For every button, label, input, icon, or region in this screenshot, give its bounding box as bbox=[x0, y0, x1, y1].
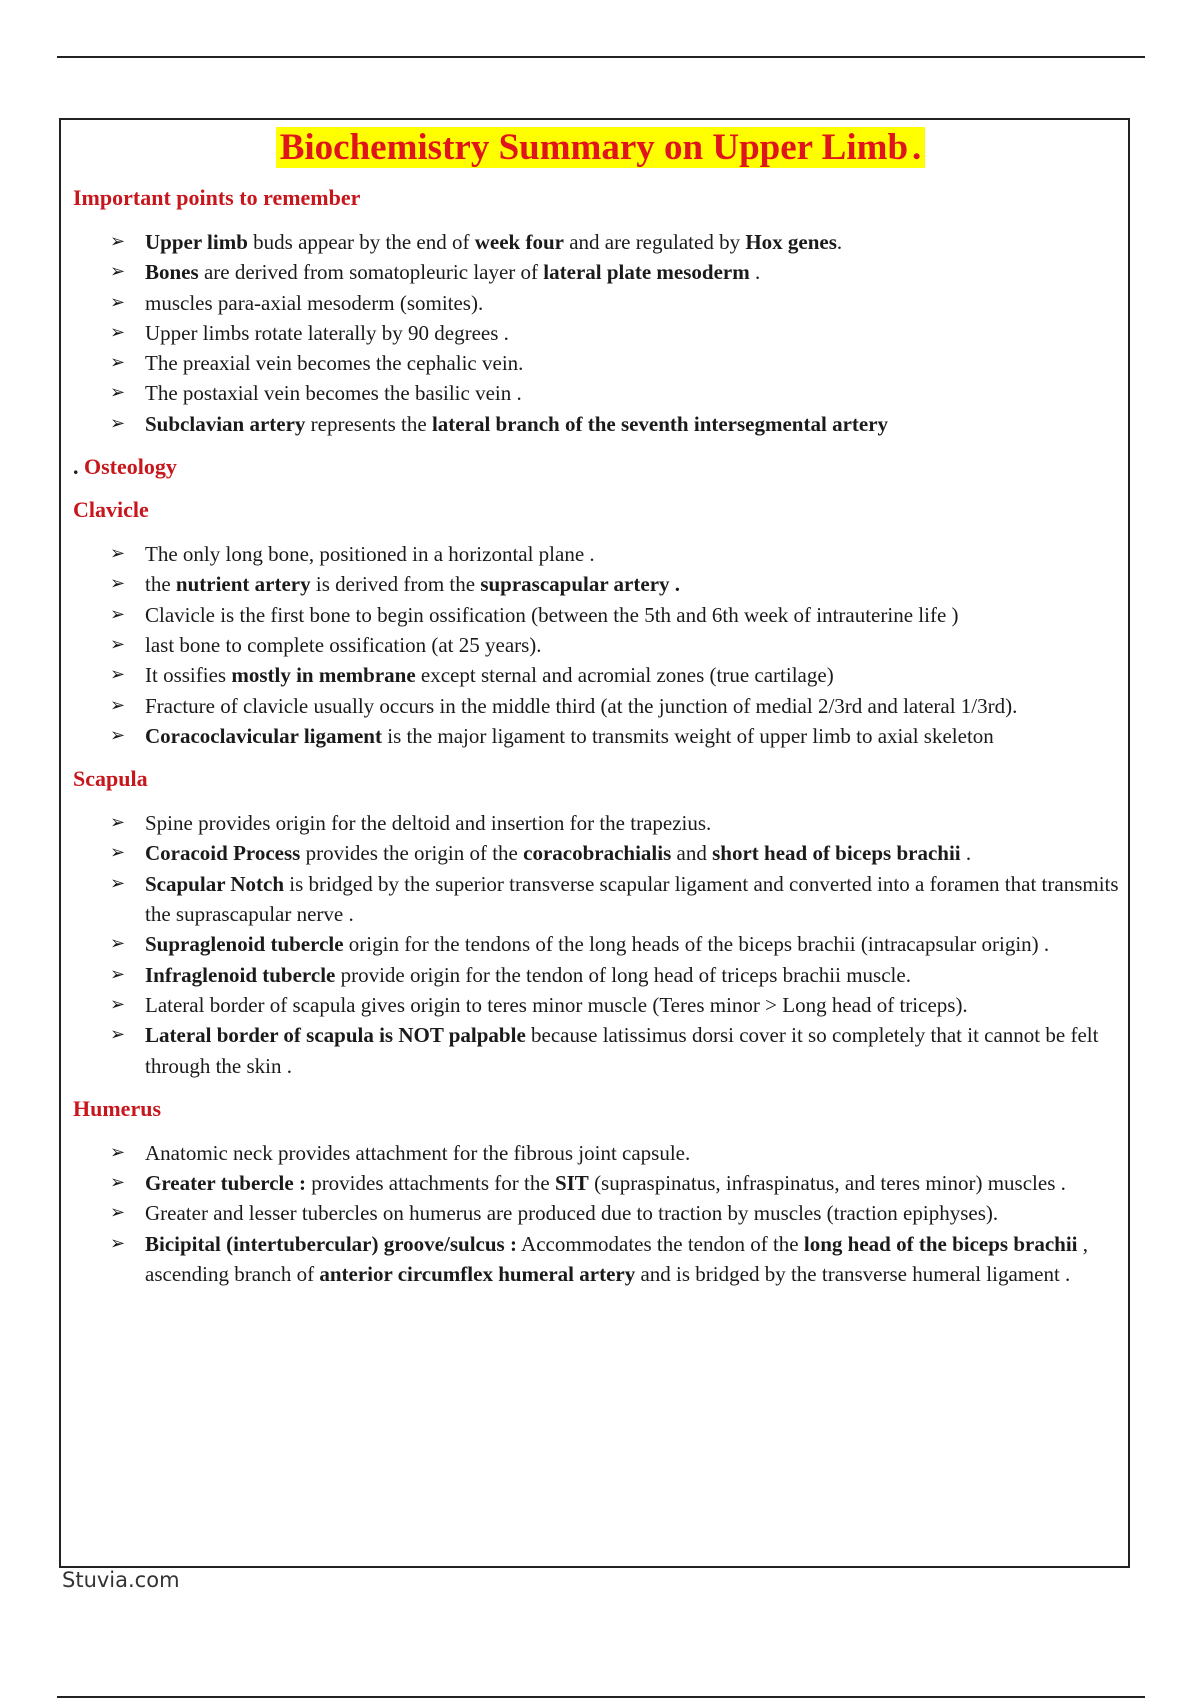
text-run: It ossifies bbox=[145, 663, 232, 688]
bullet-list bbox=[73, 1138, 1128, 1289]
bold-term: mostly in membrane bbox=[231, 663, 416, 688]
text-run: origin for the tendons of the long heads of the biceps brachii (intracapsular origin) . bbox=[343, 932, 1050, 957]
arrow-bullet-icon: ➢ bbox=[110, 261, 126, 283]
bold-term: Bicipital (intertubercular) groove/sulcus : bbox=[145, 1231, 517, 1256]
bold-term: anterior circumflex humeral artery bbox=[319, 1262, 636, 1287]
arrow-bullet-icon: ➢ bbox=[110, 1024, 126, 1046]
heading-text: Clavicle bbox=[73, 497, 149, 523]
bold-term: week four bbox=[474, 230, 564, 254]
bold-term: suprascapular artery . bbox=[480, 572, 681, 597]
arrow-bullet-icon: ➢ bbox=[110, 694, 126, 716]
bold-term: short head of biceps brachii bbox=[712, 841, 961, 866]
list-item bbox=[110, 539, 1128, 569]
list-item bbox=[110, 721, 1128, 751]
list-item bbox=[110, 1138, 1128, 1168]
bold-term: long head of the biceps brachii bbox=[803, 1231, 1078, 1256]
text-run: Greater and lesser tubercles on humerus are produced due to traction by muscles (traction epiphyses). bbox=[145, 1201, 999, 1226]
bold-term: lateral plate mesoderm bbox=[543, 260, 750, 285]
page-title bbox=[73, 126, 1128, 169]
list-item bbox=[110, 318, 1128, 348]
text-run: buds appear by the end of bbox=[247, 230, 475, 254]
text-run: is derived from the bbox=[310, 572, 481, 597]
text-run: (supraspinatus, infraspinatus, and teres minor) muscles . bbox=[588, 1171, 1066, 1196]
bold-term: Hox genes bbox=[745, 230, 837, 254]
heading-text: Osteology bbox=[84, 454, 177, 480]
arrow-bullet-icon: ➢ bbox=[110, 543, 126, 565]
arrow-bullet-icon: ➢ bbox=[110, 724, 126, 746]
list-item bbox=[110, 227, 1128, 257]
bold-term: SIT bbox=[554, 1171, 589, 1196]
text-run: . bbox=[749, 260, 761, 285]
text-run: Spine provides origin for the deltoid and insertion for the trapezius. bbox=[145, 811, 712, 836]
arrow-bullet-icon: ➢ bbox=[110, 1232, 126, 1254]
arrow-bullet-icon: ➢ bbox=[110, 603, 126, 625]
heading-prefix: . bbox=[73, 454, 84, 480]
list-item bbox=[110, 838, 1128, 868]
arrow-bullet-icon: ➢ bbox=[110, 1202, 126, 1224]
bold-term: Greater tubercle : bbox=[145, 1171, 306, 1196]
list-item bbox=[110, 691, 1128, 721]
text-run: . bbox=[836, 230, 843, 254]
list-item bbox=[110, 1168, 1128, 1198]
list-item bbox=[110, 257, 1128, 287]
text-run: The only long bone, positioned in a horizontal plane . bbox=[145, 542, 595, 567]
arrow-bullet-icon: ➢ bbox=[110, 633, 126, 655]
arrow-bullet-icon: ➢ bbox=[110, 963, 126, 985]
arrow-bullet-icon: ➢ bbox=[110, 664, 126, 686]
text-run: provide origin for the tendon of long head of triceps brachii muscle. bbox=[335, 962, 911, 987]
footer-watermark: Stuvia.com bbox=[62, 1568, 180, 1592]
list-item bbox=[110, 348, 1128, 378]
bold-term: Coracoclavicular ligament bbox=[145, 723, 382, 748]
text-run: Accommodates the tendon of the bbox=[516, 1231, 804, 1256]
bold-term: Lateral border of scapula is NOT palpable bbox=[145, 1023, 526, 1048]
arrow-bullet-icon: ➢ bbox=[110, 993, 126, 1015]
text-run: Lateral border of scapula gives origin to teres minor muscle (Teres minor > Long head of triceps). bbox=[145, 992, 968, 1017]
list-item bbox=[110, 569, 1128, 599]
text-run: Clavicle is the first bone to begin ossification (between the 5th and 6th week of intrauterine life ) bbox=[145, 602, 959, 627]
list-item bbox=[110, 929, 1128, 959]
text-run: and bbox=[671, 841, 713, 866]
arrow-bullet-icon: ➢ bbox=[110, 1141, 126, 1163]
heading-text: Humerus bbox=[73, 1095, 161, 1121]
heading-text: Scapula bbox=[73, 766, 148, 792]
bold-term: coracobrachialis bbox=[523, 841, 672, 866]
arrow-bullet-icon: ➢ bbox=[110, 1172, 126, 1194]
bold-term: Infraglenoid tubercle bbox=[145, 962, 336, 987]
list-item bbox=[110, 990, 1128, 1020]
section-heading-scapula bbox=[73, 764, 1128, 794]
list-item bbox=[110, 630, 1128, 660]
arrow-bullet-icon: ➢ bbox=[110, 352, 126, 374]
bullet-list bbox=[73, 808, 1128, 1081]
bullet-list bbox=[73, 539, 1128, 751]
text-run: . bbox=[960, 841, 972, 866]
text-run: , ascending branch of bbox=[145, 1231, 1088, 1287]
list-item bbox=[110, 1020, 1128, 1081]
bold-term: Coracoid Process bbox=[145, 841, 301, 866]
bold-term: Subclavian artery bbox=[145, 411, 306, 436]
section-heading-clavicle bbox=[73, 495, 1128, 525]
text-run: and are regulated by bbox=[563, 230, 746, 254]
bold-term: lateral branch of the seventh intersegmental artery bbox=[431, 411, 889, 436]
bold-term: Bones bbox=[145, 260, 199, 285]
text-run: Anatomic neck provides attachment for the fibrous joint capsule. bbox=[145, 1140, 691, 1165]
text-run: provides the origin of the bbox=[300, 841, 524, 866]
text-run: The postaxial vein becomes the basilic vein . bbox=[145, 381, 522, 406]
list-item bbox=[110, 808, 1128, 838]
text-run: is the major ligament to transmits weight of upper limb to axial skeleton bbox=[381, 723, 994, 748]
text-run: The preaxial vein becomes the cephalic vein. bbox=[145, 351, 524, 376]
text-run: represents the bbox=[305, 411, 432, 436]
list-item bbox=[110, 960, 1128, 990]
text-run: muscles para-axial mesoderm (somites). bbox=[145, 290, 484, 315]
text-run: because latissimus dorsi cover it so completely that it cannot be felt through the skin . bbox=[145, 1023, 1099, 1078]
bold-term: Scapular Notch bbox=[145, 871, 285, 896]
title-period: . bbox=[912, 127, 922, 168]
heading-text: Important points to remember bbox=[73, 185, 361, 210]
text-run: Upper limbs rotate laterally by 90 degrees . bbox=[145, 320, 509, 345]
arrow-bullet-icon: ➢ bbox=[110, 231, 126, 252]
list-item bbox=[110, 378, 1128, 408]
section-heading-important-points-to-remember bbox=[73, 183, 1128, 213]
bullet-list bbox=[73, 227, 1128, 439]
section-heading-humerus bbox=[73, 1094, 1128, 1124]
text-run: except sternal and acromial zones (true cartilage) bbox=[415, 663, 834, 688]
arrow-bullet-icon: ➢ bbox=[110, 933, 126, 955]
bold-term: nutrient artery bbox=[175, 572, 311, 597]
bottom-rule bbox=[57, 1696, 1145, 1698]
arrow-bullet-icon: ➢ bbox=[110, 321, 126, 343]
list-item bbox=[110, 600, 1128, 630]
text-run: is bridged by the superior transverse scapular ligament and converted into a foramen that transmits the suprascapular nerve . bbox=[145, 871, 1119, 927]
title-text: Biochemistry Summary on Upper Limb bbox=[279, 127, 909, 168]
arrow-bullet-icon: ➢ bbox=[110, 382, 126, 404]
arrow-bullet-icon: ➢ bbox=[110, 842, 126, 864]
text-run: Fracture of clavicle usually occurs in the middle third (at the junction of medial 2/3rd and lateral 1/3rd). bbox=[145, 693, 1018, 718]
sections bbox=[73, 183, 1128, 1289]
arrow-bullet-icon: ➢ bbox=[110, 291, 126, 313]
document-body bbox=[73, 122, 1128, 1302]
arrow-bullet-icon: ➢ bbox=[110, 412, 126, 434]
text-run: the bbox=[145, 572, 176, 597]
text-run: and is bridged by the transverse humeral ligament . bbox=[635, 1262, 1071, 1287]
bold-term: Supraglenoid tubercle bbox=[145, 932, 344, 957]
list-item bbox=[110, 660, 1128, 690]
spacer bbox=[73, 482, 1128, 495]
title-highlight bbox=[276, 127, 926, 168]
list-item bbox=[110, 288, 1128, 318]
arrow-bullet-icon: ➢ bbox=[110, 573, 126, 595]
text-run: provides attachments for the bbox=[305, 1171, 555, 1196]
section-heading-osteology bbox=[73, 452, 1128, 482]
list-item bbox=[110, 1198, 1128, 1228]
list-item bbox=[110, 1229, 1128, 1290]
list-item bbox=[110, 409, 1128, 439]
arrow-bullet-icon: ➢ bbox=[110, 872, 126, 894]
arrow-bullet-icon: ➢ bbox=[110, 812, 126, 834]
text-run: last bone to complete ossification (at 25 years). bbox=[145, 632, 542, 657]
top-rule bbox=[57, 56, 1145, 58]
text-run: are derived from somatopleuric layer of bbox=[198, 260, 544, 285]
bold-term: Upper limb bbox=[145, 230, 248, 254]
list-item bbox=[110, 869, 1128, 930]
